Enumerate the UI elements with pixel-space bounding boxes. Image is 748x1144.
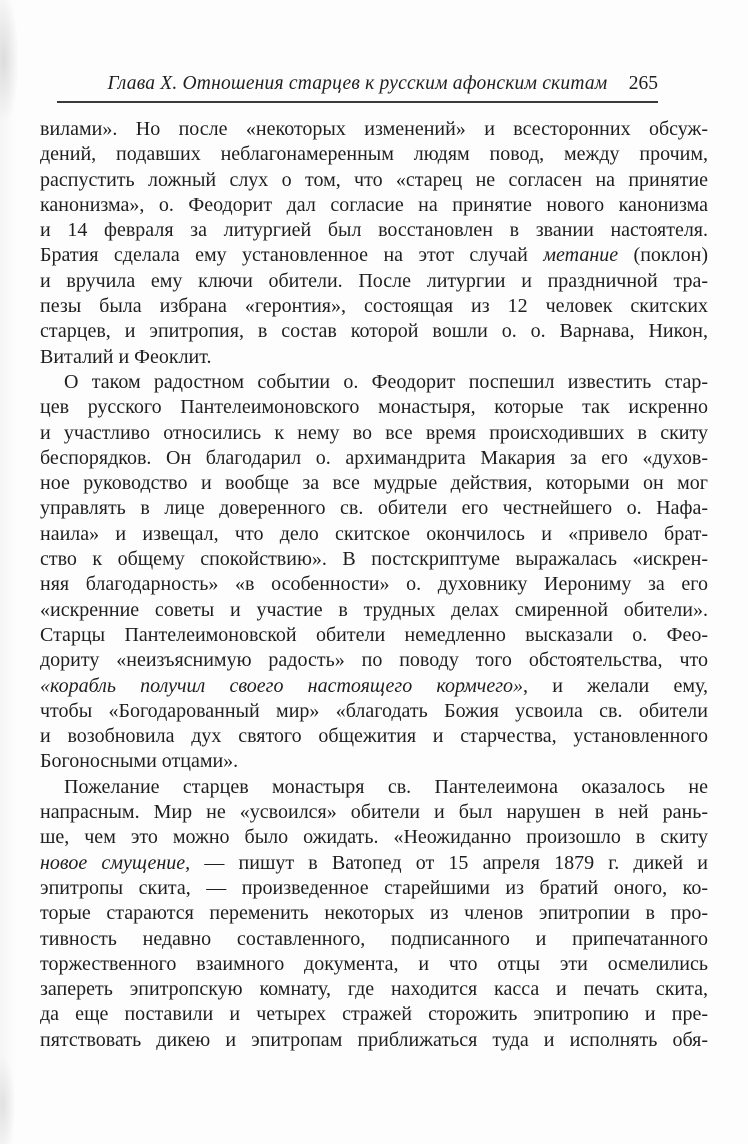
text-run: дений, подавших неблагонамеренным людям повод, между прочим, xyxy=(40,143,708,166)
text-line xyxy=(40,269,708,294)
text-run: ше, чем это можно было ожидать. «Неожиданно произошло в скиту xyxy=(40,826,708,849)
text-line xyxy=(40,901,708,926)
text-run: няя благодарность» «в особенности» о. духовнику Иерониму за его xyxy=(40,573,708,596)
text-run: — пишут в Ватопед от 15 апреля 1879 г. дикей и xyxy=(190,851,708,874)
page-number: 265 xyxy=(628,73,658,94)
text-run: беспорядков. Он благодарил о. архимандрита Макария за его «духов- xyxy=(40,446,708,469)
text-line xyxy=(40,674,708,699)
header-rule xyxy=(57,101,658,103)
text-run: канонизма», о. Феодорит дал согласие на принятие нового канонизма xyxy=(40,193,708,216)
text-line xyxy=(40,168,708,193)
text-run: Старцы Пантелеимоновской обители немедленно высказали о. Фео- xyxy=(40,623,708,646)
text-run: да еще поставили и четырех стражей сторожить эпитропию и пре- xyxy=(40,1003,708,1026)
page-body xyxy=(40,117,708,1053)
text-line xyxy=(40,395,708,420)
text-line xyxy=(40,648,708,673)
text-run: старцев, и эпитропия, в состав которой вошли о. о. Варнава, Никон, xyxy=(40,320,708,343)
text-line xyxy=(40,1028,708,1053)
text-line xyxy=(40,927,708,952)
text-run: Богоносными отцами». xyxy=(40,750,239,773)
text-run: запереть эпитропскую комнату, где находится касса и печать скита, xyxy=(40,978,708,1001)
text-line xyxy=(40,522,708,547)
text-run: ное руководство и вообще за все мудрые действия, которыми он мог xyxy=(40,472,708,495)
text-line xyxy=(40,193,708,218)
text-run: торые стараются переменить некоторых из членов эпитропии в про- xyxy=(40,902,708,925)
text-run: эпитропы скита, — произведенное старейшими из братий оного, ко- xyxy=(40,876,708,899)
text-line xyxy=(40,800,708,825)
italic-text-run: метание xyxy=(543,244,619,267)
text-line xyxy=(40,421,708,446)
text-line xyxy=(40,952,708,977)
paragraph xyxy=(40,775,708,1053)
text-run: ство к общему спокойствию». В постскриптуме выражалась «искрен- xyxy=(40,548,708,571)
paragraph xyxy=(40,117,708,370)
text-run: напрасным. Мир не «усвоился» обители и был нарушен в ней рань- xyxy=(40,801,708,824)
chapter-title: Глава X. Отношения старцев к русским афонским скитам xyxy=(107,73,608,94)
text-run: цев русского Пантелеимоновского монастыря, которые так искренно xyxy=(40,396,708,419)
text-line xyxy=(40,851,708,876)
text-run: тивность недавно составленного, подписанного и припечатанного xyxy=(40,927,708,950)
text-line xyxy=(40,496,708,521)
text-run: пезы была избрана «геронтия», состоящая из 12 человек скитских xyxy=(40,295,708,318)
running-header xyxy=(57,71,658,97)
text-line xyxy=(40,446,708,471)
text-line xyxy=(40,142,708,167)
text-line xyxy=(40,699,708,724)
text-line xyxy=(40,218,708,243)
text-line xyxy=(40,876,708,901)
text-run: (поклон) xyxy=(618,244,708,267)
text-run: Виталий и Феоклит. xyxy=(40,345,212,368)
text-run: распустить ложный слух о том, что «старец не согласен на принятие xyxy=(40,168,708,191)
text-run: Пожелание старцев монастыря св. Пантелеимона оказалось не xyxy=(64,775,708,798)
text-line xyxy=(40,294,708,319)
text-line xyxy=(40,977,708,1002)
text-line xyxy=(40,319,708,344)
text-line xyxy=(40,623,708,648)
text-line xyxy=(40,775,708,800)
text-line xyxy=(40,1002,708,1027)
text-line xyxy=(40,825,708,850)
text-line xyxy=(40,547,708,572)
text-line xyxy=(40,724,708,749)
text-run: «искренние советы и участие в трудных делах смиренной обители». xyxy=(40,598,708,621)
text-run: вилами». Но после «некоторых изменений» и всесторонних обсуж- xyxy=(40,118,708,140)
text-run: , и желали ему, xyxy=(523,674,708,697)
text-run: наила» и извещал, что дело скитское окончилось и «привело брат- xyxy=(40,522,708,545)
paragraph xyxy=(40,370,708,775)
italic-text-run: новое смущение, xyxy=(40,851,191,874)
text-run: дориту «неизъяснимую радость» по поводу того обстоятельства, что xyxy=(40,649,708,672)
text-line xyxy=(40,749,708,774)
text-line xyxy=(40,370,708,395)
text-line xyxy=(40,471,708,496)
italic-text-run: «корабль получил своего настоящего кормчего» xyxy=(40,674,523,697)
text-line xyxy=(40,598,708,623)
text-run: торжественного взаимного документа, и что отцы эти осмелились xyxy=(40,952,708,975)
text-run: и участливо относились к нему во все время происходивших в скиту xyxy=(40,421,708,444)
text-run: и 14 февраля за литургией был восстановлен в звании настоятеля. xyxy=(40,219,708,242)
text-run: управлять в лице доверенного св. обители его честнейшего о. Нафа- xyxy=(40,497,708,520)
text-run: Братия сделала ему установленное на этот случай xyxy=(40,244,544,267)
text-line xyxy=(40,572,708,597)
text-line xyxy=(40,345,708,370)
scan-edge-noise xyxy=(0,0,26,1144)
text-run: пятствовать дикею и эпитропам приближаться туда и исполнять обя- xyxy=(40,1028,708,1051)
text-line xyxy=(40,243,708,268)
text-run: и вручила ему ключи обители. После литургии и праздничной тра- xyxy=(40,269,708,292)
text-run: и возобновила дух святого общежития и старчества, установленного xyxy=(40,725,708,748)
text-run: чтобы «Богодарованный мир» «благодать Божия усвоила св. обители xyxy=(40,699,708,722)
text-run: О таком радостном событии о. Феодорит поспешил известить стар- xyxy=(64,370,708,393)
text-line xyxy=(40,117,708,142)
